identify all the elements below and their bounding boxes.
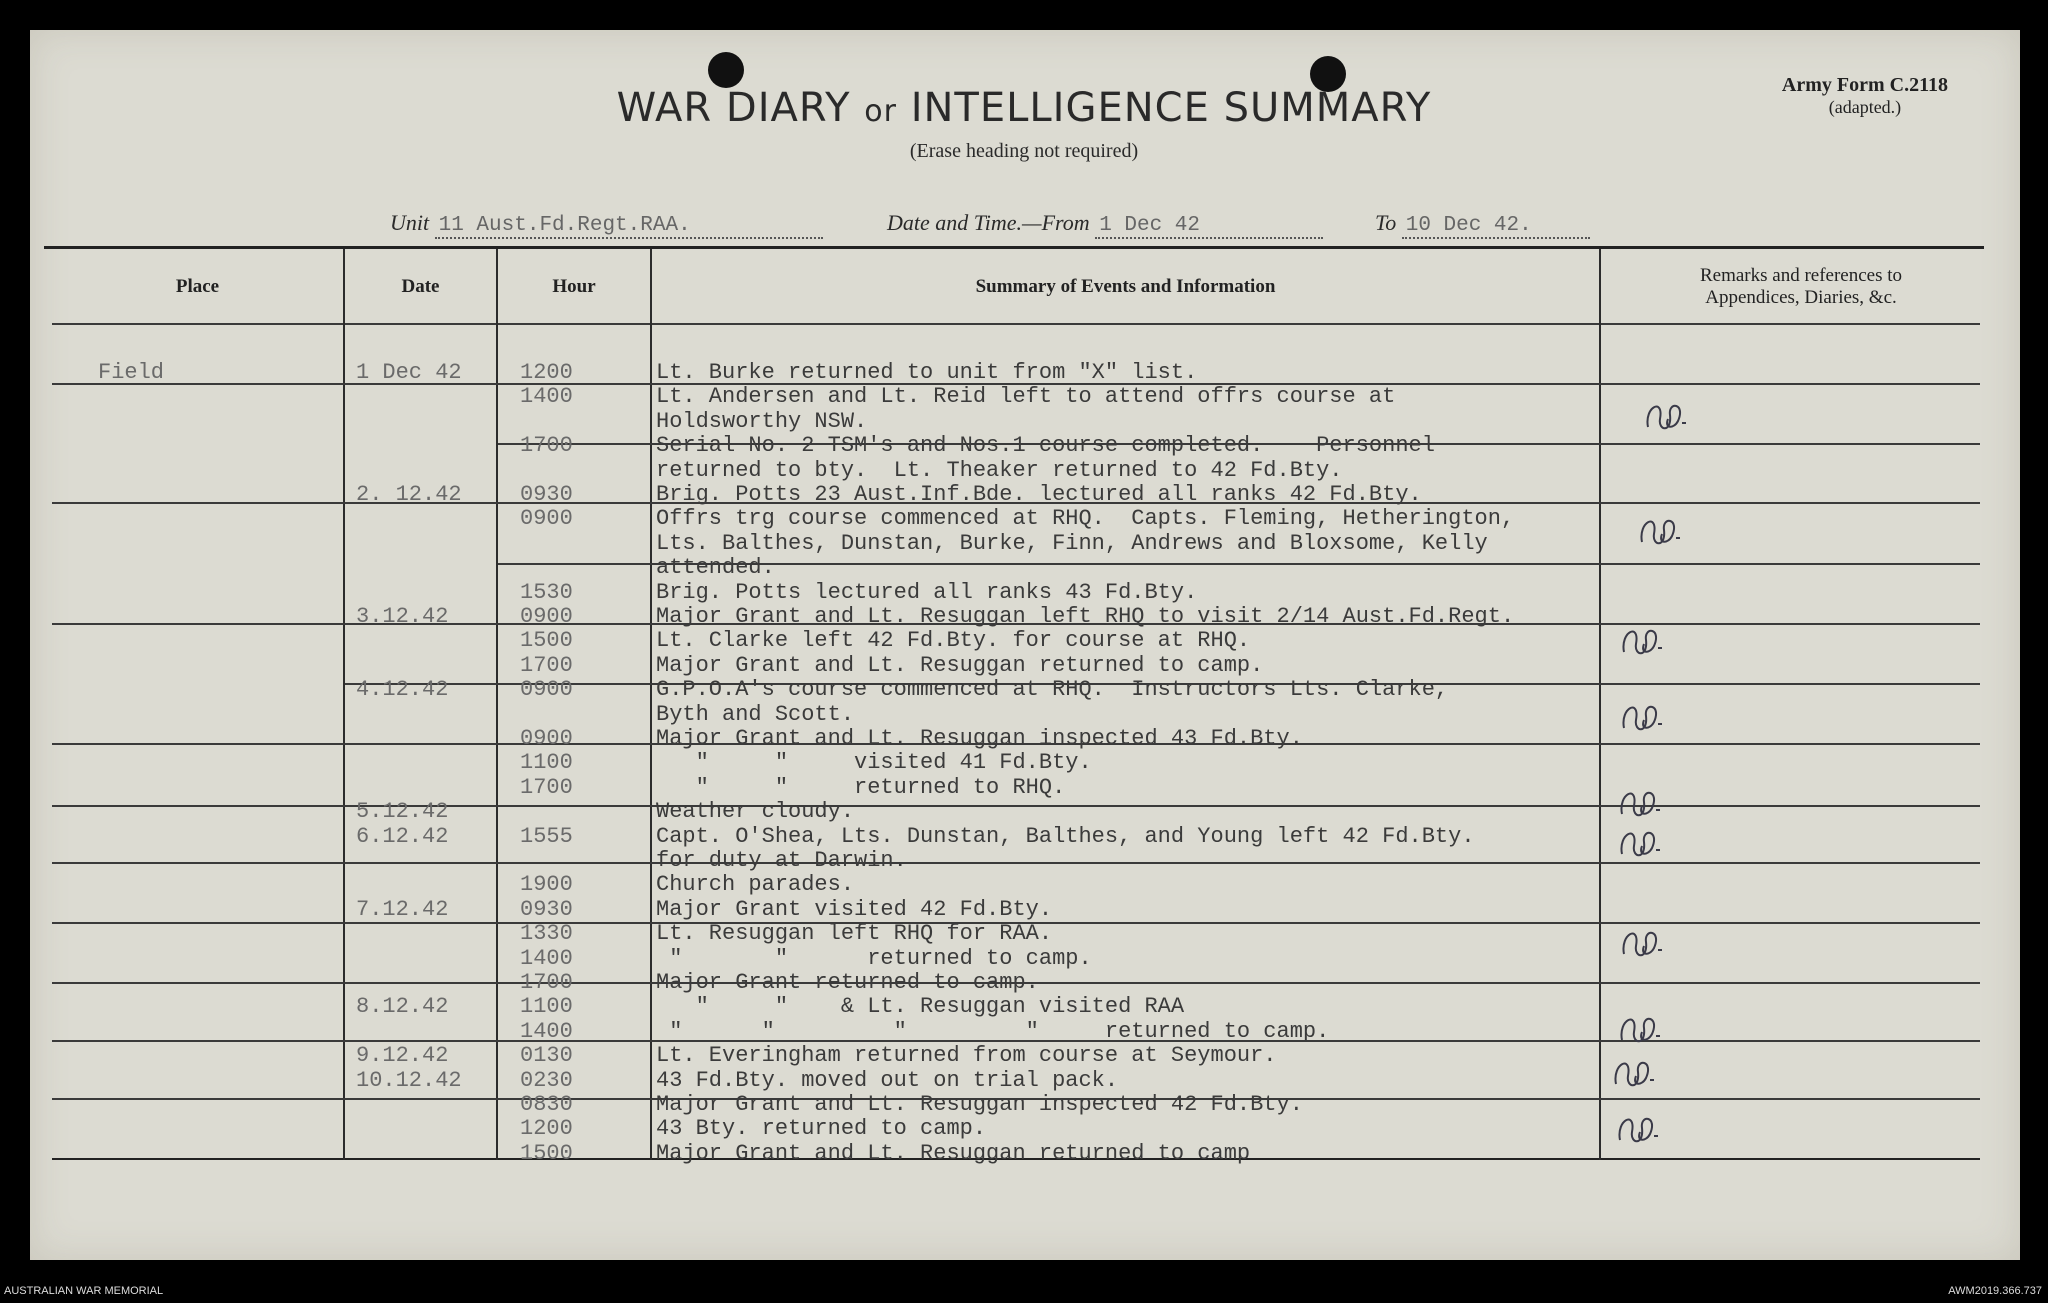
entry-hour: 0900 [520, 506, 573, 531]
date-field [887, 210, 1323, 239]
header-bottom-rule [52, 323, 1980, 325]
entry-hour: 0230 [520, 1068, 573, 1093]
entry-hour: 0900 [520, 726, 573, 751]
entry-text: " " " " returned to camp. [656, 1019, 1330, 1044]
entry-hour: 1330 [520, 921, 573, 946]
entry-date: 6.12.42 [356, 824, 449, 849]
entry-place: Field [98, 360, 165, 385]
entry-hour: 1400 [520, 1019, 573, 1044]
entry-text: 43 Fd.Bty. moved out on trial pack. [656, 1068, 1119, 1093]
entry-hour: 1400 [520, 384, 573, 409]
entry-text: Brig. Potts lectured all ranks 43 Fd.Bty. [656, 580, 1198, 605]
col-header-date: Date [401, 276, 440, 297]
entry-hour: 1700 [520, 970, 573, 995]
archive-reference: AWM2019.366.737 [1948, 1285, 2042, 1297]
entry-text: Major Grant returned to camp. [656, 970, 1039, 995]
entry-text: Lt. Resuggan left RHQ for RAA. [656, 921, 1053, 946]
entry-text: 43 Bty. returned to camp. [656, 1116, 987, 1141]
page-subtitle: (Erase heading not required) [909, 140, 1139, 162]
date-to-field [1375, 210, 1590, 239]
row-rule [52, 805, 1980, 807]
initials-signature [1614, 1106, 1668, 1154]
row-rule [52, 862, 1980, 864]
page-title: WAR DIARY or INTELLIGENCE SUMMARY [616, 85, 1432, 131]
entry-text: Major Grant and Lt. Resuggan left RHQ to visit 2/14 Aust.Fd.Regt. [656, 604, 1515, 629]
unit-field [390, 210, 823, 239]
initials-signature [1610, 1050, 1664, 1098]
entry-text: Lt. Everingham returned from course at Seymour. [656, 1043, 1277, 1068]
entry-hour: 1400 [520, 946, 573, 971]
archive-credit: AUSTRALIAN WAR MEMORIAL [4, 1285, 164, 1297]
entry-date: 4.12.42 [356, 677, 449, 702]
col-divider-4 [1599, 249, 1601, 1160]
initials-signature [1616, 820, 1670, 868]
entry-date: 8.12.42 [356, 994, 449, 1019]
unit-label: Unit [390, 210, 430, 235]
initials-signature [1642, 393, 1696, 441]
entry-text: Offrs trg course commenced at RHQ. Capts. Fleming, Hetherington, [656, 506, 1515, 531]
entry-text: Capt. O'Shea, Lts. Dunstan, Balthes, and Young left 42 Fd.Bty. [656, 824, 1475, 849]
army-form-number: Army Form C.2118 [1781, 74, 1948, 96]
entry-text: Lt. Burke returned to unit from "X" list. [656, 360, 1198, 385]
entry-text: returned to bty. Lt. Theaker returned to 42 Fd.Bty. [656, 458, 1343, 483]
remarks-header-line1: Remarks and references to [1699, 265, 1903, 286]
initials-signature [1616, 1006, 1670, 1054]
entry-text: for duty at Darwin. [656, 848, 907, 873]
entry-hour: 1700 [520, 653, 573, 678]
entry-text: Holdsworthy NSW. [656, 409, 868, 434]
entry-text: Church parades. [656, 872, 855, 897]
entry-text: Major Grant visited 42 Fd.Bty. [656, 897, 1053, 922]
entry-text: " " returned to camp. [656, 946, 1092, 971]
entry-hour: 1900 [520, 872, 573, 897]
col-divider-2 [496, 249, 498, 1160]
entry-hour: 0900 [520, 677, 573, 702]
entry-text: Weather cloudy. [656, 799, 855, 824]
col-header-place: Place [175, 276, 220, 297]
table-top-rule [44, 246, 1984, 249]
date-label: Date and Time.—From [887, 210, 1090, 235]
entry-text: Major Grant and Lt. Resuggan returned to camp [656, 1141, 1251, 1166]
entry-hour: 0830 [520, 1092, 573, 1117]
punch-hole-left [708, 52, 744, 88]
entry-text: " " visited 41 Fd.Bty. [656, 750, 1092, 775]
entry-hour: 1700 [520, 433, 573, 458]
entry-date: 10.12.42 [356, 1068, 462, 1093]
entry-hour: 0900 [520, 604, 573, 629]
entry-text: Major Grant and Lt. Resuggan inspected 43 Fd.Bty. [656, 726, 1303, 751]
initials-signature [1618, 618, 1672, 666]
entry-text: attended. [656, 555, 775, 580]
col-header-summary: Summary of Events and Information [975, 276, 1276, 297]
entry-text: Major Grant and Lt. Resuggan inspected 42 Fd.Bty. [656, 1092, 1303, 1117]
remarks-header-line2: Appendices, Diaries, &c. [1705, 287, 1897, 308]
col-divider-3 [650, 249, 652, 1160]
entry-text: Lts. Balthes, Dunstan, Burke, Finn, Andrews and Bloxsome, Kelly [656, 531, 1488, 556]
army-form-label [1782, 74, 1948, 118]
entry-hour: 0130 [520, 1043, 573, 1068]
entry-text: Byth and Scott. [656, 702, 855, 727]
entry-hour: 0930 [520, 897, 573, 922]
entry-hour: 1530 [520, 580, 573, 605]
entry-hour: 0930 [520, 482, 573, 507]
entry-text: Serial No. 2 TSM's and Nos.1 course completed. Personnel [656, 433, 1435, 458]
entry-hour: 1500 [520, 628, 573, 653]
entry-hour: 1100 [520, 994, 573, 1019]
entry-text: Major Grant and Lt. Resuggan returned to camp. [656, 653, 1264, 678]
to-label: To [1375, 210, 1397, 235]
entry-hour: 1500 [520, 1141, 573, 1166]
entry-date: 1 Dec 42 [356, 360, 462, 385]
entry-hour: 1200 [520, 360, 573, 385]
army-form-sub: (adapted.) [1828, 97, 1902, 117]
date-to-value: 10 Dec 42. [1402, 214, 1590, 239]
entry-hour: 1555 [520, 824, 573, 849]
initials-signature [1618, 920, 1672, 968]
entry-text: Brig. Potts 23 Aust.Inf.Bde. lectured all ranks 42 Fd.Bty. [656, 482, 1422, 507]
col-header-remarks [1601, 252, 2001, 322]
entry-date: 9.12.42 [356, 1043, 449, 1068]
entry-date: 3.12.42 [356, 604, 449, 629]
initials-signature [1636, 508, 1690, 556]
entry-date: 5.12.42 [356, 799, 449, 824]
date-from-value: 1 Dec 42 [1095, 214, 1323, 239]
col-header-hour: Hour [552, 276, 596, 297]
entry-hour: 1100 [520, 750, 573, 775]
entry-hour: 1200 [520, 1116, 573, 1141]
entry-text: Lt. Clarke left 42 Fd.Bty. for course at RHQ. [656, 628, 1251, 653]
entry-text: G.P.O.A's course commenced at RHQ. Instructors Lts. Clarke, [656, 677, 1449, 702]
unit-value: 11 Aust.Fd.Regt.RAA. [435, 214, 823, 239]
entry-date: 7.12.42 [356, 897, 449, 922]
entry-text: Lt. Andersen and Lt. Reid left to attend offrs course at [656, 384, 1396, 409]
col-divider-1 [343, 249, 345, 1160]
entry-text: " " returned to RHQ. [656, 775, 1066, 800]
entry-hour: 1700 [520, 775, 573, 800]
entry-date: 2. 12.42 [356, 482, 462, 507]
initials-signature [1618, 694, 1672, 742]
entry-text: " " & Lt. Resuggan visited RAA [656, 994, 1185, 1019]
